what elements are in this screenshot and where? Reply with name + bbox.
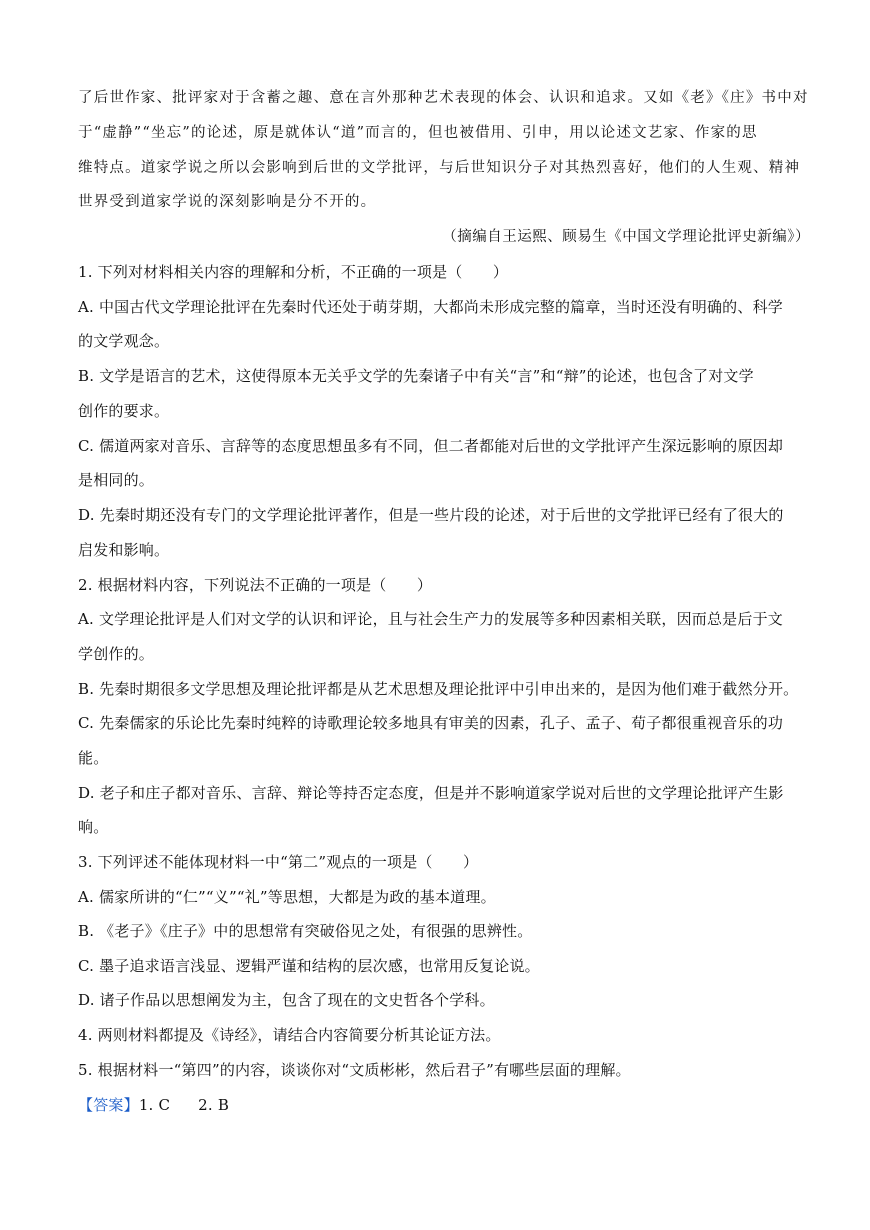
answer-line	[78, 1095, 798, 1115]
passage-line: 世界受到道家学说的深刻影响是分不开的。	[78, 194, 377, 210]
question-2-option-c-cont: 能。	[78, 749, 109, 767]
question-1-option-c: C. 儒道两家对音乐、言辞等的态度思想虽多有不同，但二者都能对后世的文学批评产生深远影响的原因却	[78, 437, 784, 455]
question-3-option-d: D. 诸子作品以思想阐发为主，包含了现在的文史哲各个学科。	[78, 991, 495, 1009]
answer-1: 1. C	[138, 1096, 171, 1114]
question-1-option-d-cont: 启发和影响。	[78, 541, 170, 559]
question-3-option-c: C. 墨子追求语言浅显、逻辑严谨和结构的层次感，也常用反复论说。	[78, 957, 540, 975]
question-4-stem: 4. 两则材料都提及《诗经》，请结合内容简要分析其论证方法。	[78, 1026, 501, 1044]
question-1-stem: 1. 下列对材料相关内容的理解和分析，不正确的一项是（ ）	[78, 263, 509, 281]
question-2-option-c: C. 先秦儒家的乐论比先秦时纯粹的诗歌理论较多地具有审美的因素，孔子、孟子、荀子都很重视音乐的功	[78, 714, 784, 732]
passage-line: 了后世作家、批评家对于含蓄之趣、意在言外那种艺术表现的体会、认识和追求。又如《老》《庄》书中对	[78, 90, 809, 106]
question-1-option-a-cont: 的文学观念。	[78, 332, 170, 350]
passage-line: 于“虚静”“坐忘”的论述，原是就体认“道”而言的，但也被借用、引申，用以论述文艺家、作家的思	[78, 125, 758, 141]
question-2-option-d: D. 老子和庄子都对音乐、言辞、辩论等持否定态度，但是并不影响道家学说对后世的文学理论批评产生影	[78, 784, 784, 802]
question-5-stem: 5. 根据材料一“第四”的内容，谈谈你对“文质彬彬，然后君子”有哪些层面的理解。	[78, 1061, 631, 1079]
answer-tag: 【答案】	[78, 1096, 139, 1114]
question-2-option-a: A. 文学理论批评是人们对文学的认识和评论，且与社会生产力的发展等多种因素相关联，因而总是后于文	[78, 610, 783, 628]
question-2-option-b: B. 先秦时期很多文学思想及理论批评都是从艺术思想及理论批评中引申出来的，是因为他们难于截然分开。	[78, 680, 799, 698]
question-3-stem: 3. 下列评述不能体现材料一中“第二”观点的一项是（ ）	[78, 853, 479, 871]
passage-source: （摘编自王运熙、顾易生《中国文学理论批评史新编》）	[442, 229, 810, 245]
answer-2: 2. B	[198, 1096, 230, 1114]
question-3-option-a: A. 儒家所讲的“仁”“义”“礼”等思想，大都是为政的基本道理。	[78, 888, 496, 906]
question-2-option-d-cont: 响。	[78, 818, 109, 836]
question-3-option-b: B. 《老子》《庄子》中的思想常有突破俗见之处，有很强的思辨性。	[78, 922, 533, 940]
question-1-option-c-cont: 是相同的。	[78, 471, 155, 489]
question-1-option-d: D. 先秦时期还没有专门的文学理论批评著作，但是一些片段的论述，对于后世的文学批评已经有了很大的	[78, 506, 784, 524]
passage-line: 维特点。道家学说之所以会影响到后世的文学批评，与后世知识分子对其热烈喜好，他们的人生观、精神	[78, 160, 801, 176]
question-2-stem: 2. 根据材料内容，下列说法不正确的一项是（ ）	[78, 576, 433, 594]
question-1-option-b-cont: 创作的要求。	[78, 402, 170, 420]
question-1-option-a: A. 中国古代文学理论批评在先秦时代还处于萌芽期，大都尚未形成完整的篇章，当时还没有明确的、科学	[78, 298, 783, 316]
question-1-option-b: B. 文学是语言的艺术，这使得原本无关乎文学的先秦诸子中有关“言”和“辩”的论述，也包含了对文学	[78, 367, 754, 385]
question-2-option-a-cont: 学创作的。	[78, 645, 155, 663]
